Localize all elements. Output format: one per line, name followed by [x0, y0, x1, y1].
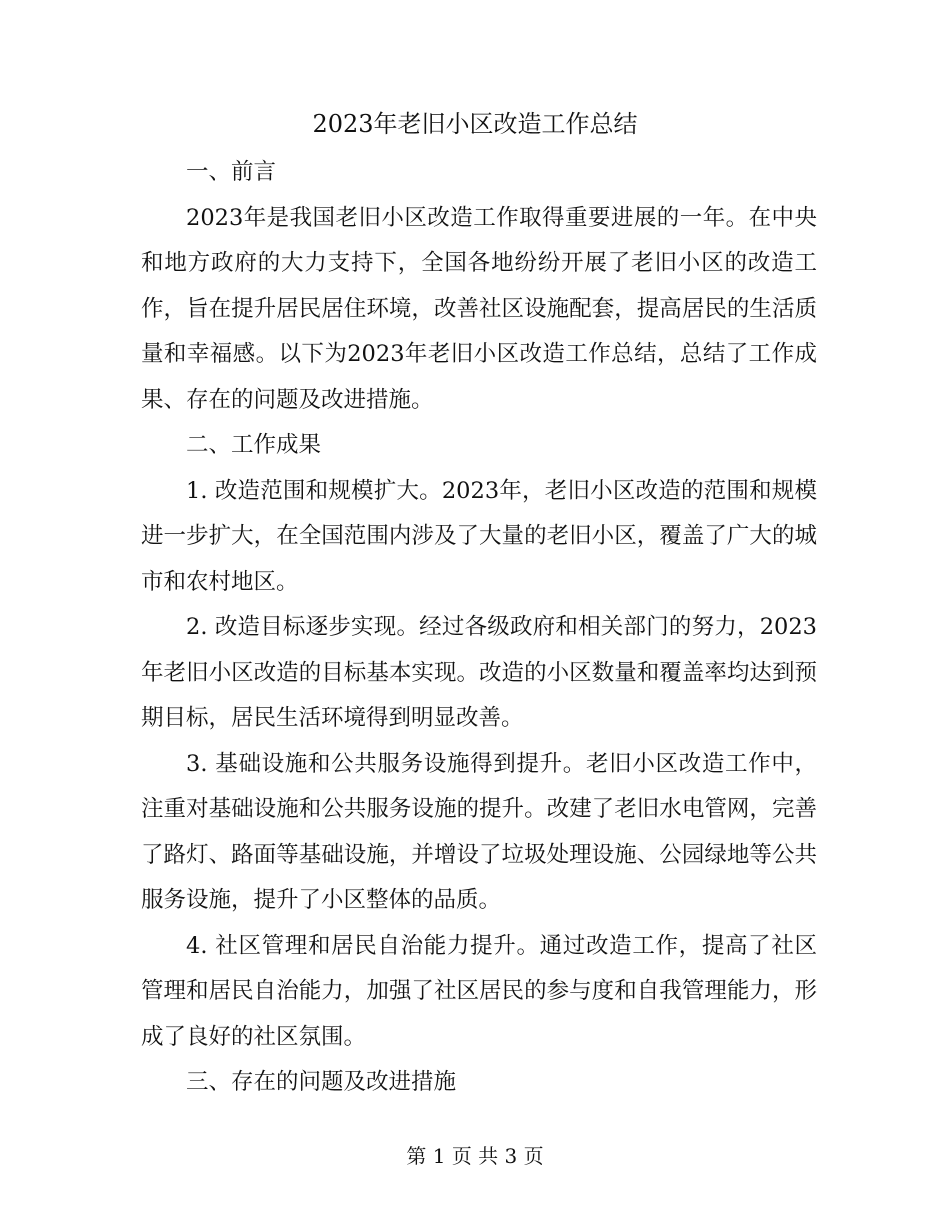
document-title: 2023年老旧小区改造工作总结: [312, 110, 638, 138]
paragraph-achievement-1: 1. 改造范围和规模扩大。2023年，老旧小区改造的范围和规模进一步扩大，在全国范围内涉及了大量的老旧小区，覆盖了广大的城市和农村地区。: [141, 477, 817, 595]
section-heading-achievements: 二、工作成果: [186, 432, 322, 458]
paragraph-intro: 2023年是我国老旧小区改造工作取得重要进展的一年。在中央和地方政府的大力支持下，全国各地纷纷开展了老旧小区的改造工作，旨在提升居民居住环境，改善社区设施配套，提高居民的生活质量和幸福感。以下为2023年老旧小区改造工作总结，总结了工作成果、存在的问题及改进措施。: [141, 204, 817, 413]
paragraph-achievement-4: 4. 社区管理和居民自治能力提升。通过改造工作，提高了社区管理和居民自治能力，加强了社区居民的参与度和自我管理能力，形成了良好的社区氛围。: [141, 932, 817, 1050]
paragraph-achievement-3: 3. 基础设施和公共服务设施得到提升。老旧小区改造工作中，注重对基础设施和公共服务设施的提升。改建了老旧水电管网，完善了路灯、路面等基础设施，并增设了垃圾处理设施、公园绿地等公共服务设施，提升了小区整体的品质。: [141, 750, 817, 913]
paragraph-achievement-2: 2. 改造目标逐步实现。经过各级政府和相关部门的努力，2023年老旧小区改造的目标基本实现。改造的小区数量和覆盖率均达到预期目标，居民生活环境得到明显改善。: [141, 614, 817, 731]
page-footer: [0, 1141, 950, 1171]
section-heading-preface: 一、前言: [186, 159, 277, 185]
page-number-label: 第 1 页 共 3 页: [406, 1144, 544, 1168]
section-heading-problems: 三、存在的问题及改进措施: [186, 1069, 457, 1095]
document-body: [141, 150, 817, 1106]
